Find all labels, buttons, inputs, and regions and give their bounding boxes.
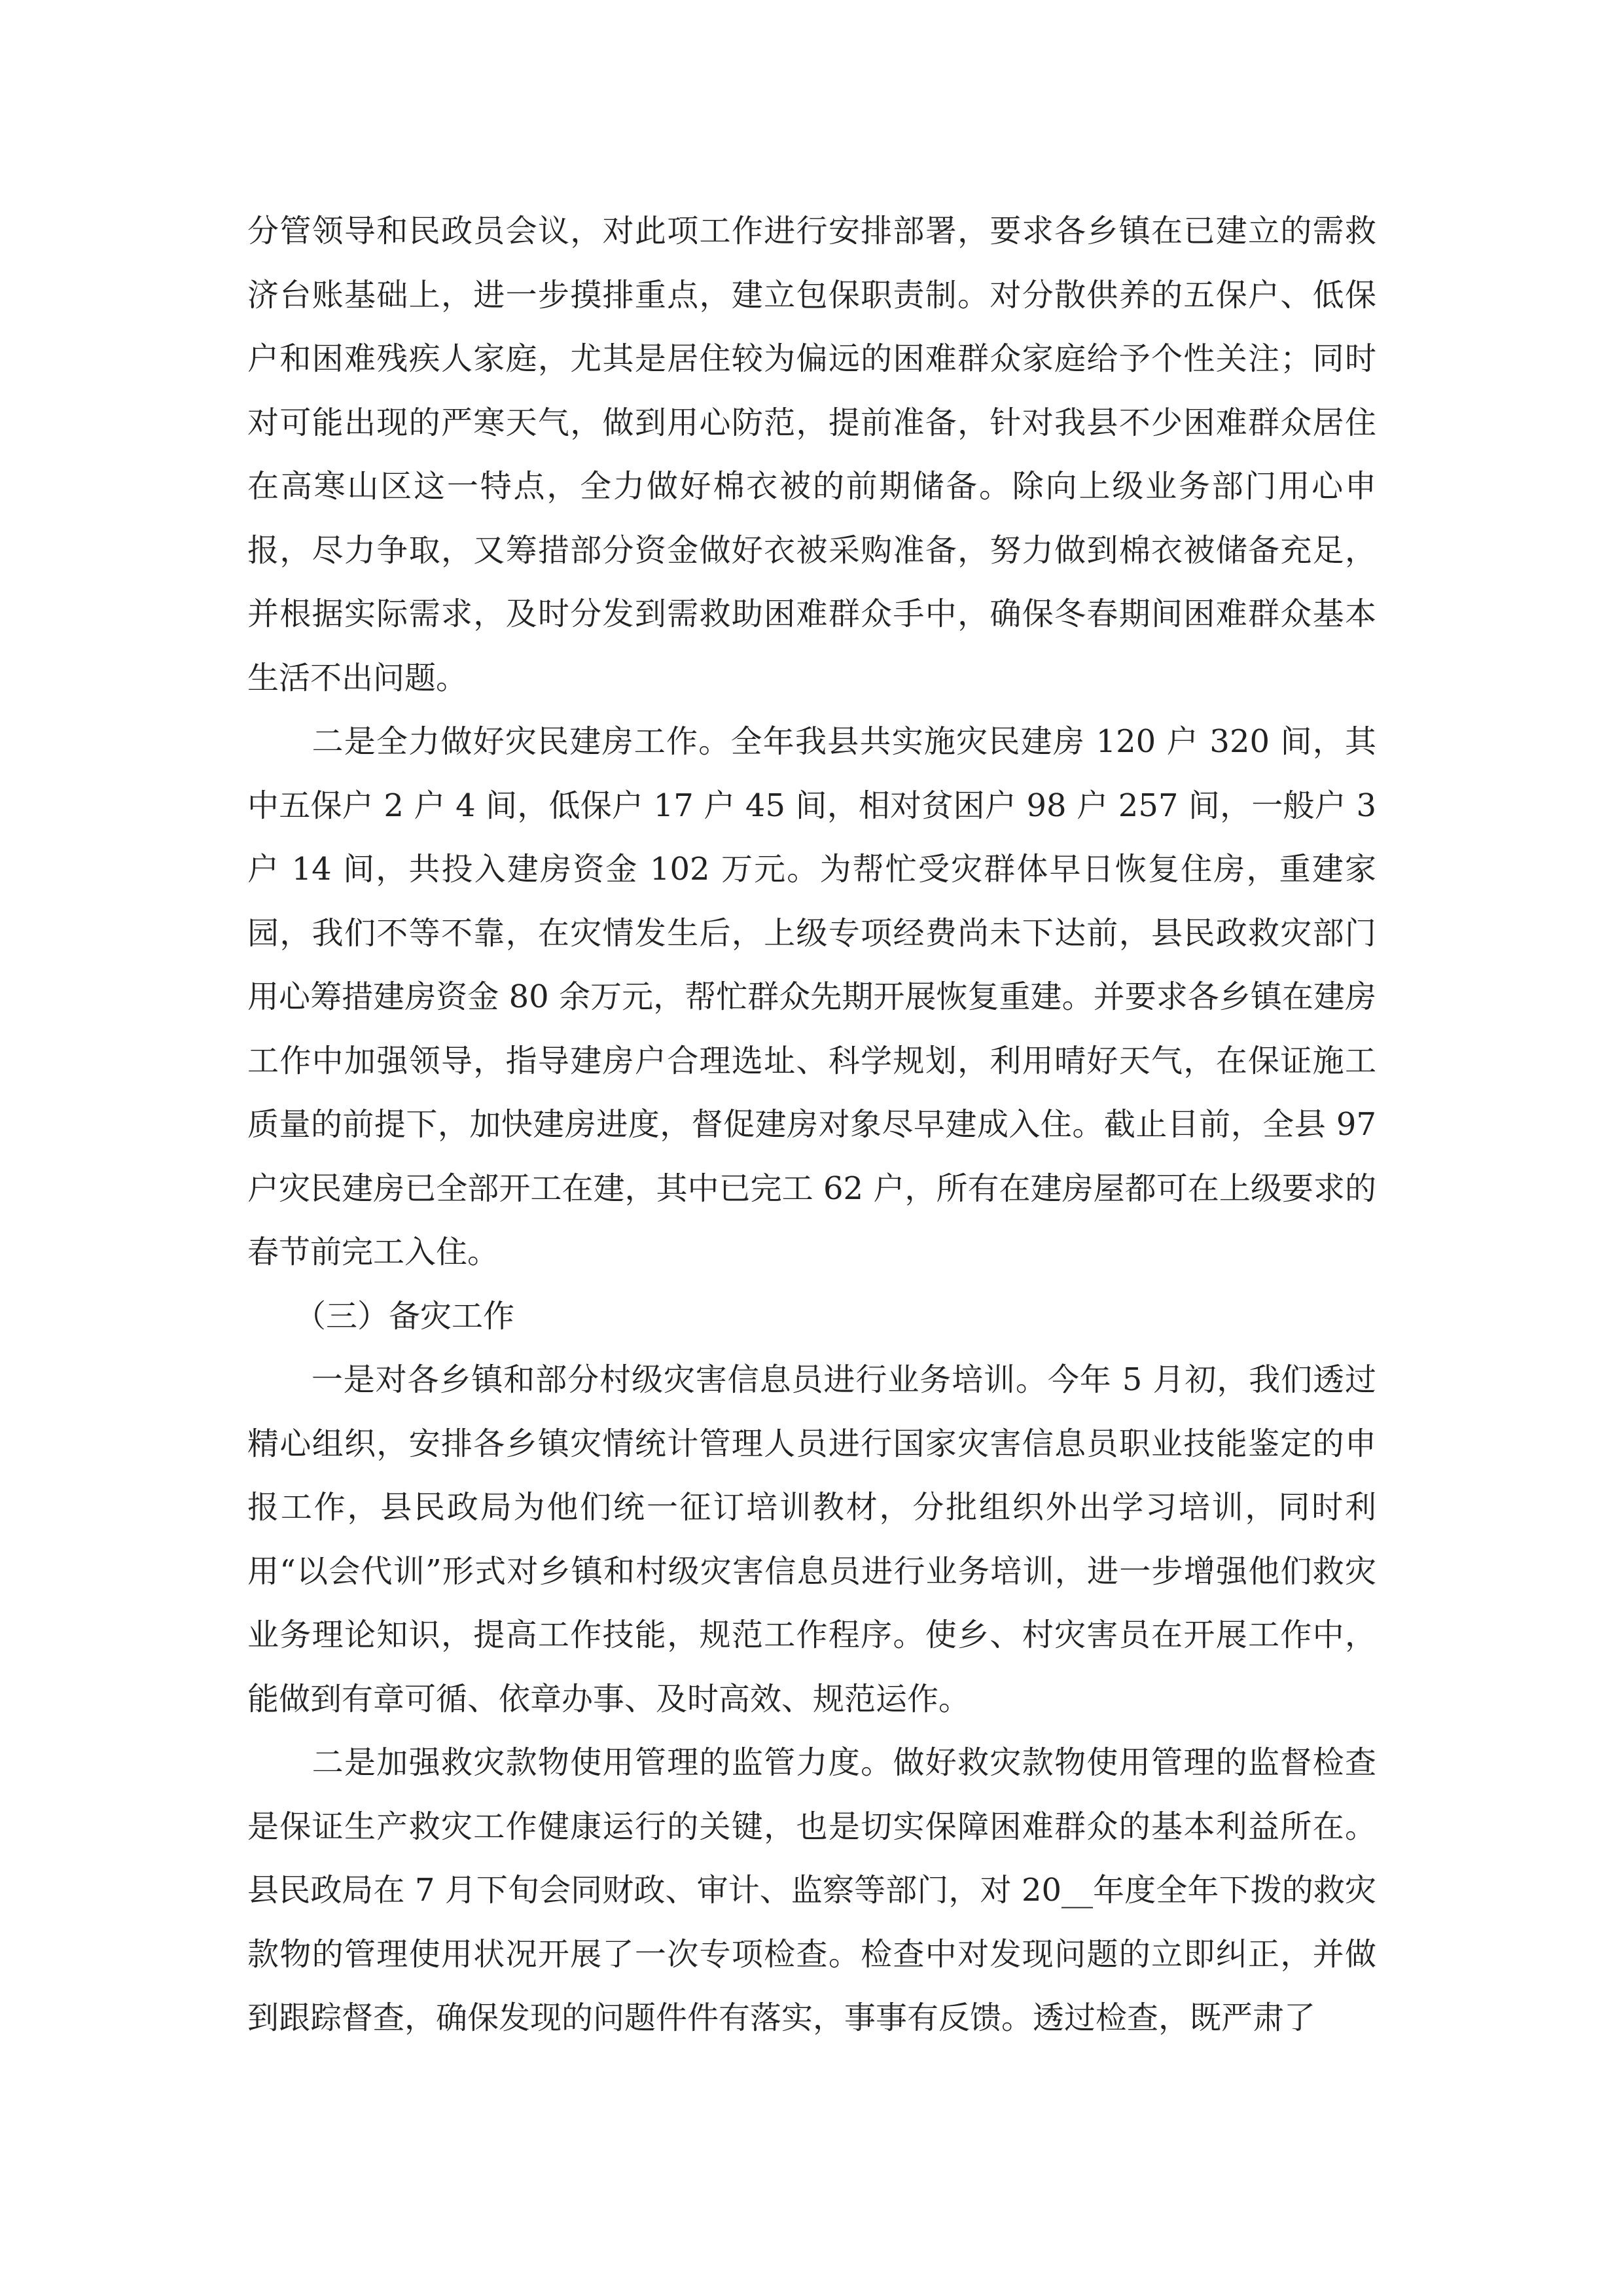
- body-paragraph: 一是对各乡镇和部分村级灾害信息员进行业务培训。今年 5 月初，我们透过精心组织，安排各乡镇灾情统计管理人员进行国家灾害信息员职业技能鉴定的申报工作，县民政局为他们统一征订培训教材，分批组织外出学习培训，同时利用“以会代训”形式对乡镇和村级灾害信息员进行业务培训，进一步增强他们救灾业务理论知识，提高工作技能，规范工作程序。使乡、村灾害员在开展工作中，能做到有章可循、依章办事、及时高效、规范运作。: [247, 1361, 1376, 1717]
- body-paragraph: 分管领导和民政员会议，对此项工作进行安排部署，要求各乡镇在已建立的需救济台账基础上，进一步摸排重点，建立包保职责制。对分散供养的五保户、低保户和困难残疾人家庭，尤其是居住较为偏远的困难群众家庭给予个性关注；同时对可能出现的严寒天气，做到用心防范，提前准备，针对我县不少困难群众居住在高寒山区这一特点，全力做好棉衣被的前期储备。除向上级业务部门用心申报，尽力争取，又筹措部分资金做好衣被采购准备，努力做到棉衣被储备充足，并根据实际需求，及时分发到需救助困难群众手中，确保冬春期间困难群众基本生活不出问题。: [247, 213, 1376, 696]
- body-paragraph: 二是全力做好灾民建房工作。全年我县共实施灾民建房 120 户 320 间，其中五保户 2 户 4 间，低保户 17 户 45 间，相对贫困户 98 户 257 间，一般户 3 户 14 间，共投入建房资金 102 万元。为帮忙受灾群体早日恢复住房，重建家园，我们不等不靠，在灾情发生后，上级专项经费尚未下达前，县民政救灾部门用心筹措建房资金 80 余万元，帮忙群众先期开展恢复重建。并要求各乡镇在建房工作中加强领导，指导建房户合理选址、科学规划，利用晴好天气，在保证施工质量的前提下，加快建房进度，督促建房对象尽早建成入住。截止目前，全县 97 户灾民建房已全部开工在建，其中已完工 62 户，所有在建房屋都可在上级要求的春节前完工入住。: [247, 723, 1387, 1270]
- body-paragraph: 二是加强救灾款物使用管理的监管力度。做好救灾款物使用管理的监督检查是保证生产救灾工作健康运行的关键，也是切实保障困难群众的基本利益所在。县民政局在 7 月下旬会同财政、审计、监察等部门，对 20__年度全年下拨的救灾款物的管理使用状况开展了一次专项检查。检查中对发现问题的立即纠正，并做到跟踪督查，确保发现的问题件件有落实，事事有反馈。透过检查，既严肃了: [247, 1744, 1376, 2036]
- section-heading: （三）备灾工作: [247, 1297, 515, 1335]
- document-body: [247, 200, 1387, 2051]
